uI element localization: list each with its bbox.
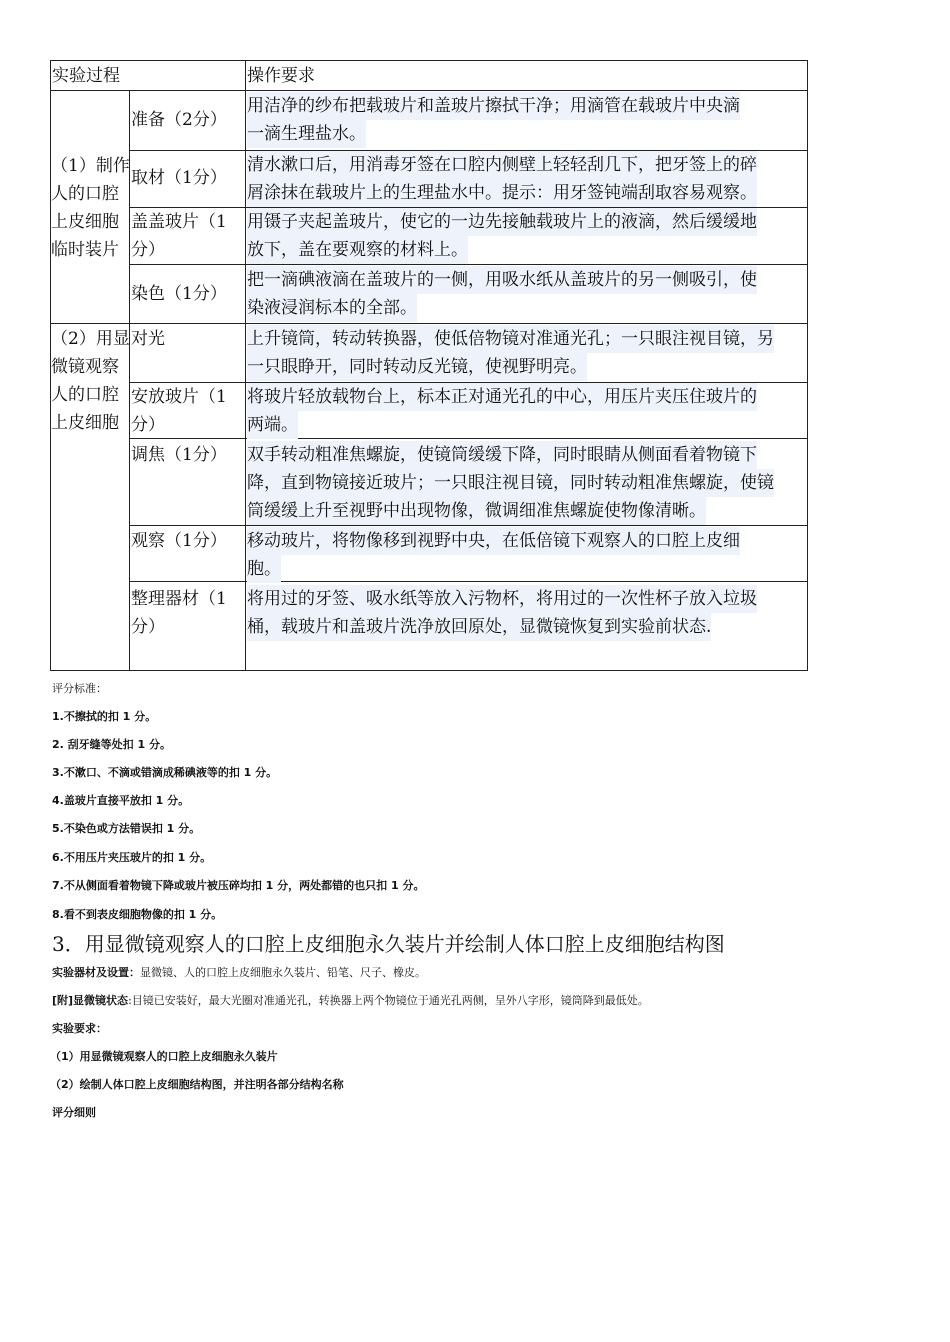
requirement-item: （1）用显微镜观察人的口腔上皮细胞永久装片 (50, 1050, 278, 1063)
header-requirements: 操作要求 (247, 66, 315, 86)
group1-label-line: 人的口腔 (51, 184, 119, 204)
step-prepare: 准备（2分） (131, 110, 227, 130)
row-divider (129, 438, 808, 439)
state-label: [附]显微镜状态 (52, 994, 129, 1007)
req-sample-line: 屑涂抹在载玻片上的生理盐水中。提示：用牙签钝端刮取容易观察。 (247, 179, 757, 207)
req-focus-line: 双手转动粗准焦螺旋，使镜筒缓缓下降，同时眼睛从侧面看着物镜下 (247, 441, 757, 469)
requirement-item: （2）绘制人体口腔上皮细胞结构图，并注明各部分结构名称 (50, 1078, 344, 1091)
step-observe: 观察（1分） (131, 531, 227, 551)
req-stain-line: 把一滴碘液滴在盖玻片的一侧，用吸水纸从盖玻片的另一侧吸引，使 (247, 266, 757, 294)
scoring-item: 5.不染色或方法错误扣 1 分。 (52, 822, 201, 835)
col-divider-2 (245, 61, 246, 671)
group2-label-line: 人的口腔 (51, 385, 119, 405)
req-focus-line: 降，直到物镜接近玻片；一只眼注视目镜，同时转动粗准焦螺旋，使镜 (247, 469, 774, 497)
req-cover-line: 用镊子夹起盖玻片，使它的一边先接触载玻片上的液滴，然后缓缓地 (247, 208, 757, 236)
materials-line (52, 964, 426, 980)
req-stain-line: 染液浸润标本的全部。 (247, 294, 417, 322)
materials-text: 显微镜、人的口腔上皮细胞永久装片、铅笔、尺子、橡皮。 (140, 966, 426, 979)
rubric-title: 评分细则 (52, 1106, 96, 1119)
step-stain: 染色（1分） (131, 284, 227, 304)
group-divider (51, 323, 808, 324)
microscope-state-line (52, 992, 649, 1008)
req-light-line: 上升镜筒，转动转换器，使低倍物镜对准通光孔；一只眼注视目镜，另 (247, 325, 774, 353)
step-tidy: 整理器材（1 (131, 589, 227, 609)
req-light-line: 一只眼睁开，同时转动反光镜，使视野明亮。 (247, 353, 587, 381)
scoring-item: 7.不从侧面看着物镜下降或玻片被压碎均扣 1 分，两处都错的也只扣 1 分。 (52, 879, 425, 892)
scoring-item: 6.不用压片夹压玻片的扣 1 分。 (52, 851, 212, 864)
req-observe-line: 胞。 (247, 555, 281, 583)
row-divider (129, 264, 808, 265)
step-sample: 取材（1分） (131, 168, 227, 188)
step-place-slide: 安放玻片（1 (131, 387, 227, 407)
step-cover: 分） (131, 240, 165, 260)
group2-label-line: （2）用显 (51, 329, 130, 349)
req-observe-line: 移动玻片，将物像移到视野中央，在低倍镜下观察人的口腔上皮细 (247, 527, 740, 555)
header-divider (51, 90, 808, 91)
req-prepare-line: 一滴生理盐水。 (247, 120, 366, 148)
req-cover-line: 放下，盖在要观察的材料上。 (247, 236, 468, 264)
scoring-title: 评分标准： (52, 682, 107, 695)
req-tidy-line: 将用过的牙签、吸水纸等放入污物杯，将用过的一次性杯子放入垃圾 (247, 585, 757, 613)
scoring-item: 4.盖玻片直接平放扣 1 分。 (52, 794, 190, 807)
materials-label: 实验器材及设置： (52, 966, 140, 979)
group2-label-line: 微镜观察 (51, 357, 119, 377)
step-cover: 盖盖玻片（1 (131, 212, 227, 232)
req-sample-line: 清水漱口后，用消毒牙签在口腔内侧壁上轻轻刮几下，把牙签上的碎 (247, 151, 757, 179)
requirements-title: 实验要求： (52, 1022, 107, 1035)
req-place-slide-line: 将玻片轻放载物台上，标本正对通光孔的中心，用压片夹压住玻片的 (247, 383, 757, 411)
step-tidy: 分） (131, 617, 165, 637)
scoring-item: 8.看不到表皮细胞物像的扣 1 分。 (52, 908, 223, 921)
header-process: 实验过程 (52, 66, 120, 86)
group1-label-line: 上皮细胞 (51, 212, 119, 232)
section3-heading: 3．用显微镜观察人的口腔上皮细胞永久装片并绘制人体口腔上皮细胞结构图 (52, 932, 725, 956)
step-place-slide: 分） (131, 415, 165, 435)
req-focus-line: 筒缓缓上升至视野中出现物像，微调细准焦螺旋使物像清晰。 (247, 497, 706, 525)
group1-label-line: （1）制作 (51, 156, 130, 176)
step-focus: 调焦（1分） (131, 445, 227, 465)
req-place-slide-line: 两端。 (247, 411, 298, 439)
group2-label-line: 上皮细胞 (51, 413, 119, 433)
state-text: :目镜已安装好，最大光圈对准通光孔，转换器上两个物镜位于通光孔两侧，呈外八字形，镜筒降到最低处。 (128, 994, 649, 1007)
group1-label-line: 临时装片 (51, 240, 119, 260)
scoring-item: 2. 刮牙缝等处扣 1 分。 (52, 738, 171, 751)
row-divider (129, 581, 808, 582)
req-tidy-line: 桶，载玻片和盖玻片洗净放回原处，显微镜恢复到实验前状态. (247, 613, 711, 641)
req-prepare-line: 用洁净的纱布把载玻片和盖玻片擦拭干净；用滴管在载玻片中央滴 (247, 92, 740, 120)
step-light: 对光 (131, 329, 165, 349)
scoring-item: 1.不擦拭的扣 1 分。 (52, 710, 157, 723)
row-divider (129, 525, 808, 526)
scoring-item: 3.不漱口、不滴或错滴成稀碘液等的扣 1 分。 (52, 766, 278, 779)
procedure-table (50, 60, 808, 671)
